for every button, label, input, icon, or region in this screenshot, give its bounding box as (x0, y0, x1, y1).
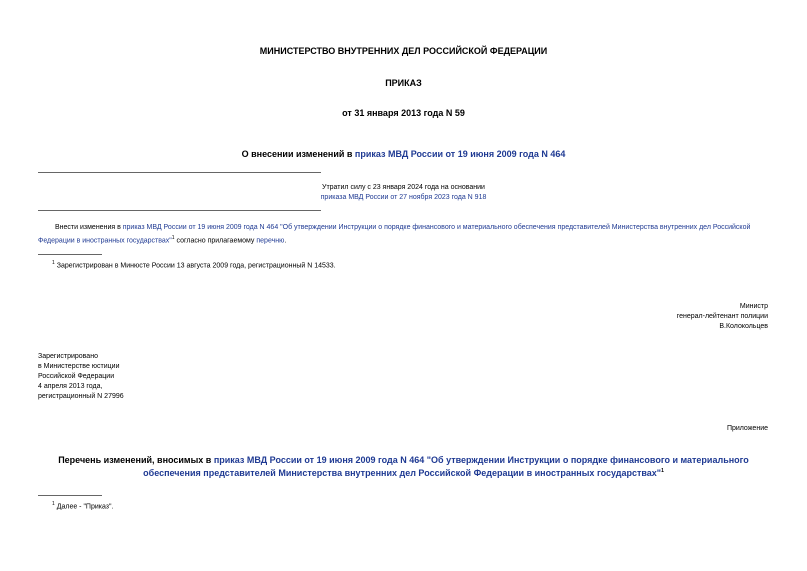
appendix-title (38, 455, 769, 479)
status-repeal-link[interactable]: приказа МВД России от 27 ноября 2023 года N 918 (320, 194, 487, 201)
doc-date-number: от 31 января 2013 года N 59 (342, 108, 465, 118)
body-middle: согласно прилагаемому (174, 237, 257, 245)
registration-line-1: Зарегистрировано (38, 353, 98, 360)
body-paragraph (38, 223, 773, 246)
footnote-divider-1 (38, 254, 102, 255)
registration-line-4: 4 апреля 2013 года, (38, 383, 103, 390)
body-order-link[interactable]: приказ МВД России от 19 июня 2009 года N 464 "Об утверждении Инструкции о порядке финансового и материального обеспечения представителей Министерства внутренних дел Российской Федерации в иностранных государствах" (38, 224, 751, 245)
appendix-label: Приложение (726, 425, 768, 432)
status-divider-bottom (38, 210, 321, 211)
footnote-1-mark: 1 (52, 260, 55, 266)
body-list-link[interactable]: перечню (256, 237, 285, 245)
registration-line-3: Российской Федерации (38, 373, 115, 380)
footnote-2 (52, 499, 113, 512)
doc-title-link[interactable]: приказ МВД России от 19 июня 2009 года N 464 (354, 149, 566, 159)
ministry-heading: МИНИСТЕРСТВО ВНУТРЕННИХ ДЕЛ РОССИЙСКОЙ ФЕДЕРАЦИИ (259, 46, 548, 56)
status-text: Утратил силу с 23 января 2024 года на основании (322, 184, 485, 191)
signature-position: Министр (739, 303, 768, 310)
footnote-divider-2 (38, 495, 102, 496)
signature-name: В.Колокольцев (719, 323, 768, 330)
registration-block (38, 352, 124, 402)
doc-title (0, 149, 807, 159)
doc-type-heading: ПРИКАЗ (385, 78, 422, 88)
registration-line-2: в Министерстве юстиции (38, 363, 120, 370)
appendix-title-link[interactable]: приказ МВД России от 19 июня 2009 года N 464 "Об утверждении Инструкции о порядке финансового и материального обеспечения представителей Министерства внутренних дел Российской Федерации в иностранных государствах" (143, 455, 749, 478)
doc-title-prefix: О внесении изменений в (241, 149, 355, 159)
appendix-title-prefix: Перечень изменений, вносимых в (58, 455, 214, 465)
status-divider-top (38, 172, 321, 173)
footnote-2-mark: 1 (52, 501, 55, 507)
body-prefix: Внести изменения в (55, 224, 123, 231)
footnote-ref-1[interactable]: 1 (171, 235, 175, 241)
footnote-1 (52, 258, 336, 271)
signature-block (677, 302, 768, 332)
footnote-1-text: Зарегистрирован в Минюсте России 13 августа 2009 года, регистрационный N 14533. (54, 262, 336, 270)
signature-rank: генерал-лейтенант полиции (676, 313, 768, 320)
footnote-2-text: Далее - "Приказ". (54, 503, 114, 511)
body-suffix: . (284, 237, 287, 245)
status-note (38, 183, 769, 203)
registration-line-5: регистрационный N 27996 (38, 393, 124, 400)
footnote-ref-2[interactable]: 1 (661, 468, 664, 474)
